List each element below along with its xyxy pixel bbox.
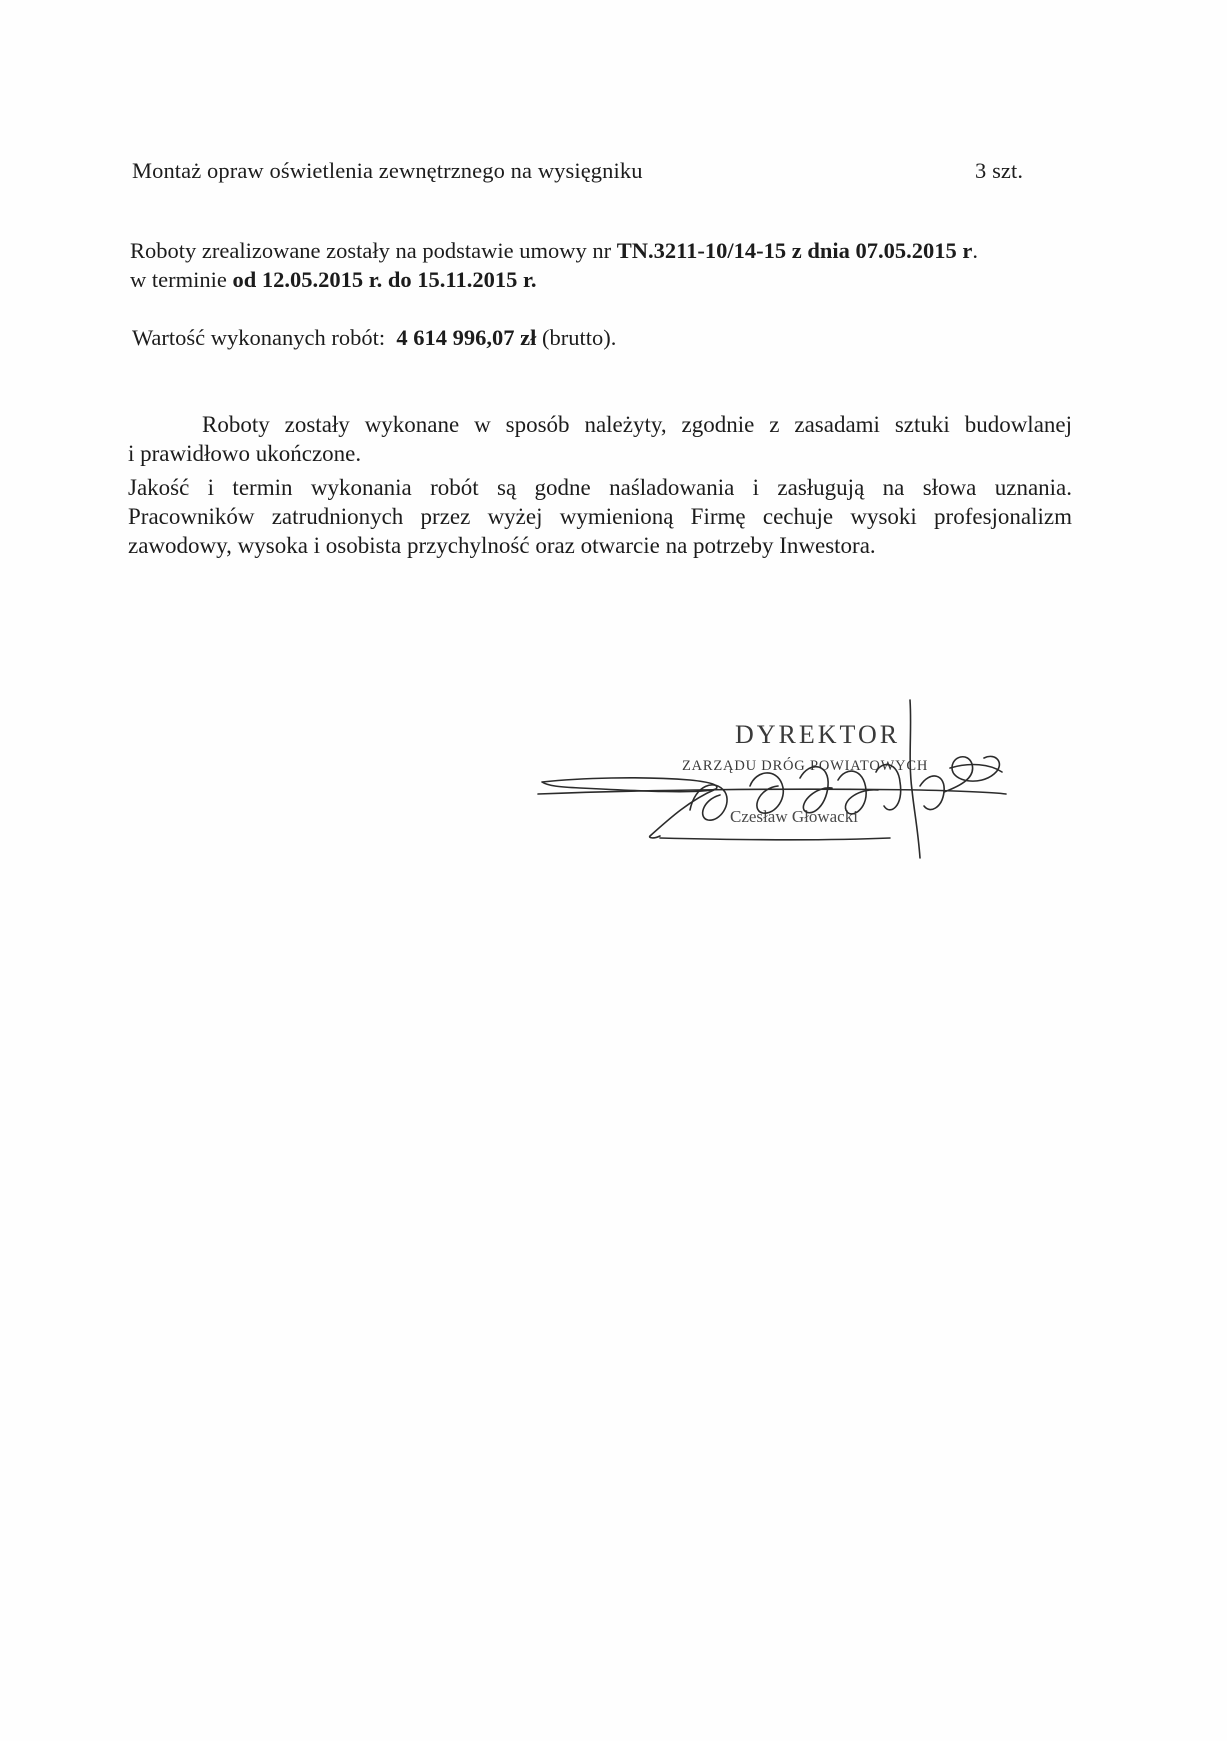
contract-line-2-prefix: w terminie (130, 267, 233, 292)
item-description: Montaż opraw oświetlenia zewnętrznego na wysięgniku (132, 158, 643, 183)
contract-line-2 (130, 267, 537, 293)
director-stamp (520, 690, 1040, 860)
handwritten-signature (520, 690, 1040, 860)
stamp-title: DYREKTOR (735, 720, 901, 749)
contract-line-1-prefix: Roboty zrealizowane zostały na podstawie umowy nr (130, 238, 617, 263)
item-line (132, 158, 1032, 184)
paragraph-2-line-2: Pracowników zatrudnionych przez wyżej wymienioną Firmę cechuje wysoki profesjonalizm (128, 504, 1072, 529)
contract-number: TN.3211-10/14-15 z dnia 07.05.2015 r (616, 238, 973, 263)
contract-line-1 (130, 238, 978, 264)
paragraph-2-line-1: Jakość i termin wykonania robót są godne naśladowania i zasługują na słowa uznania. (128, 475, 1072, 500)
item-quantity: 3 szt. (975, 158, 1024, 183)
paragraph-1-line-2: i prawidłowo ukończone. (128, 441, 362, 466)
contract-line-1-suffix: . (972, 238, 979, 263)
stamp-office: ZARZĄDU DRÓG POWIATOWYCH (682, 758, 929, 774)
stamp-name: Czesław Głowacki (730, 807, 858, 826)
value-amount: 4 614 996,07 zł (396, 325, 537, 350)
paragraph-1-line-1: Roboty zostały wykonane w sposób należyty, zgodnie z zasadami sztuki budowlanej (202, 412, 1072, 437)
value-line (132, 325, 616, 351)
paragraph-2-line-3: zawodowy, wysoka i osobista przychylność oraz otwarcie na potrzeby Inwestora. (128, 533, 876, 558)
value-label: Wartość wykonanych robót: (132, 325, 397, 350)
value-suffix: (brutto). (536, 325, 617, 350)
contract-period: od 12.05.2015 r. do 15.11.2015 r. (232, 267, 537, 292)
